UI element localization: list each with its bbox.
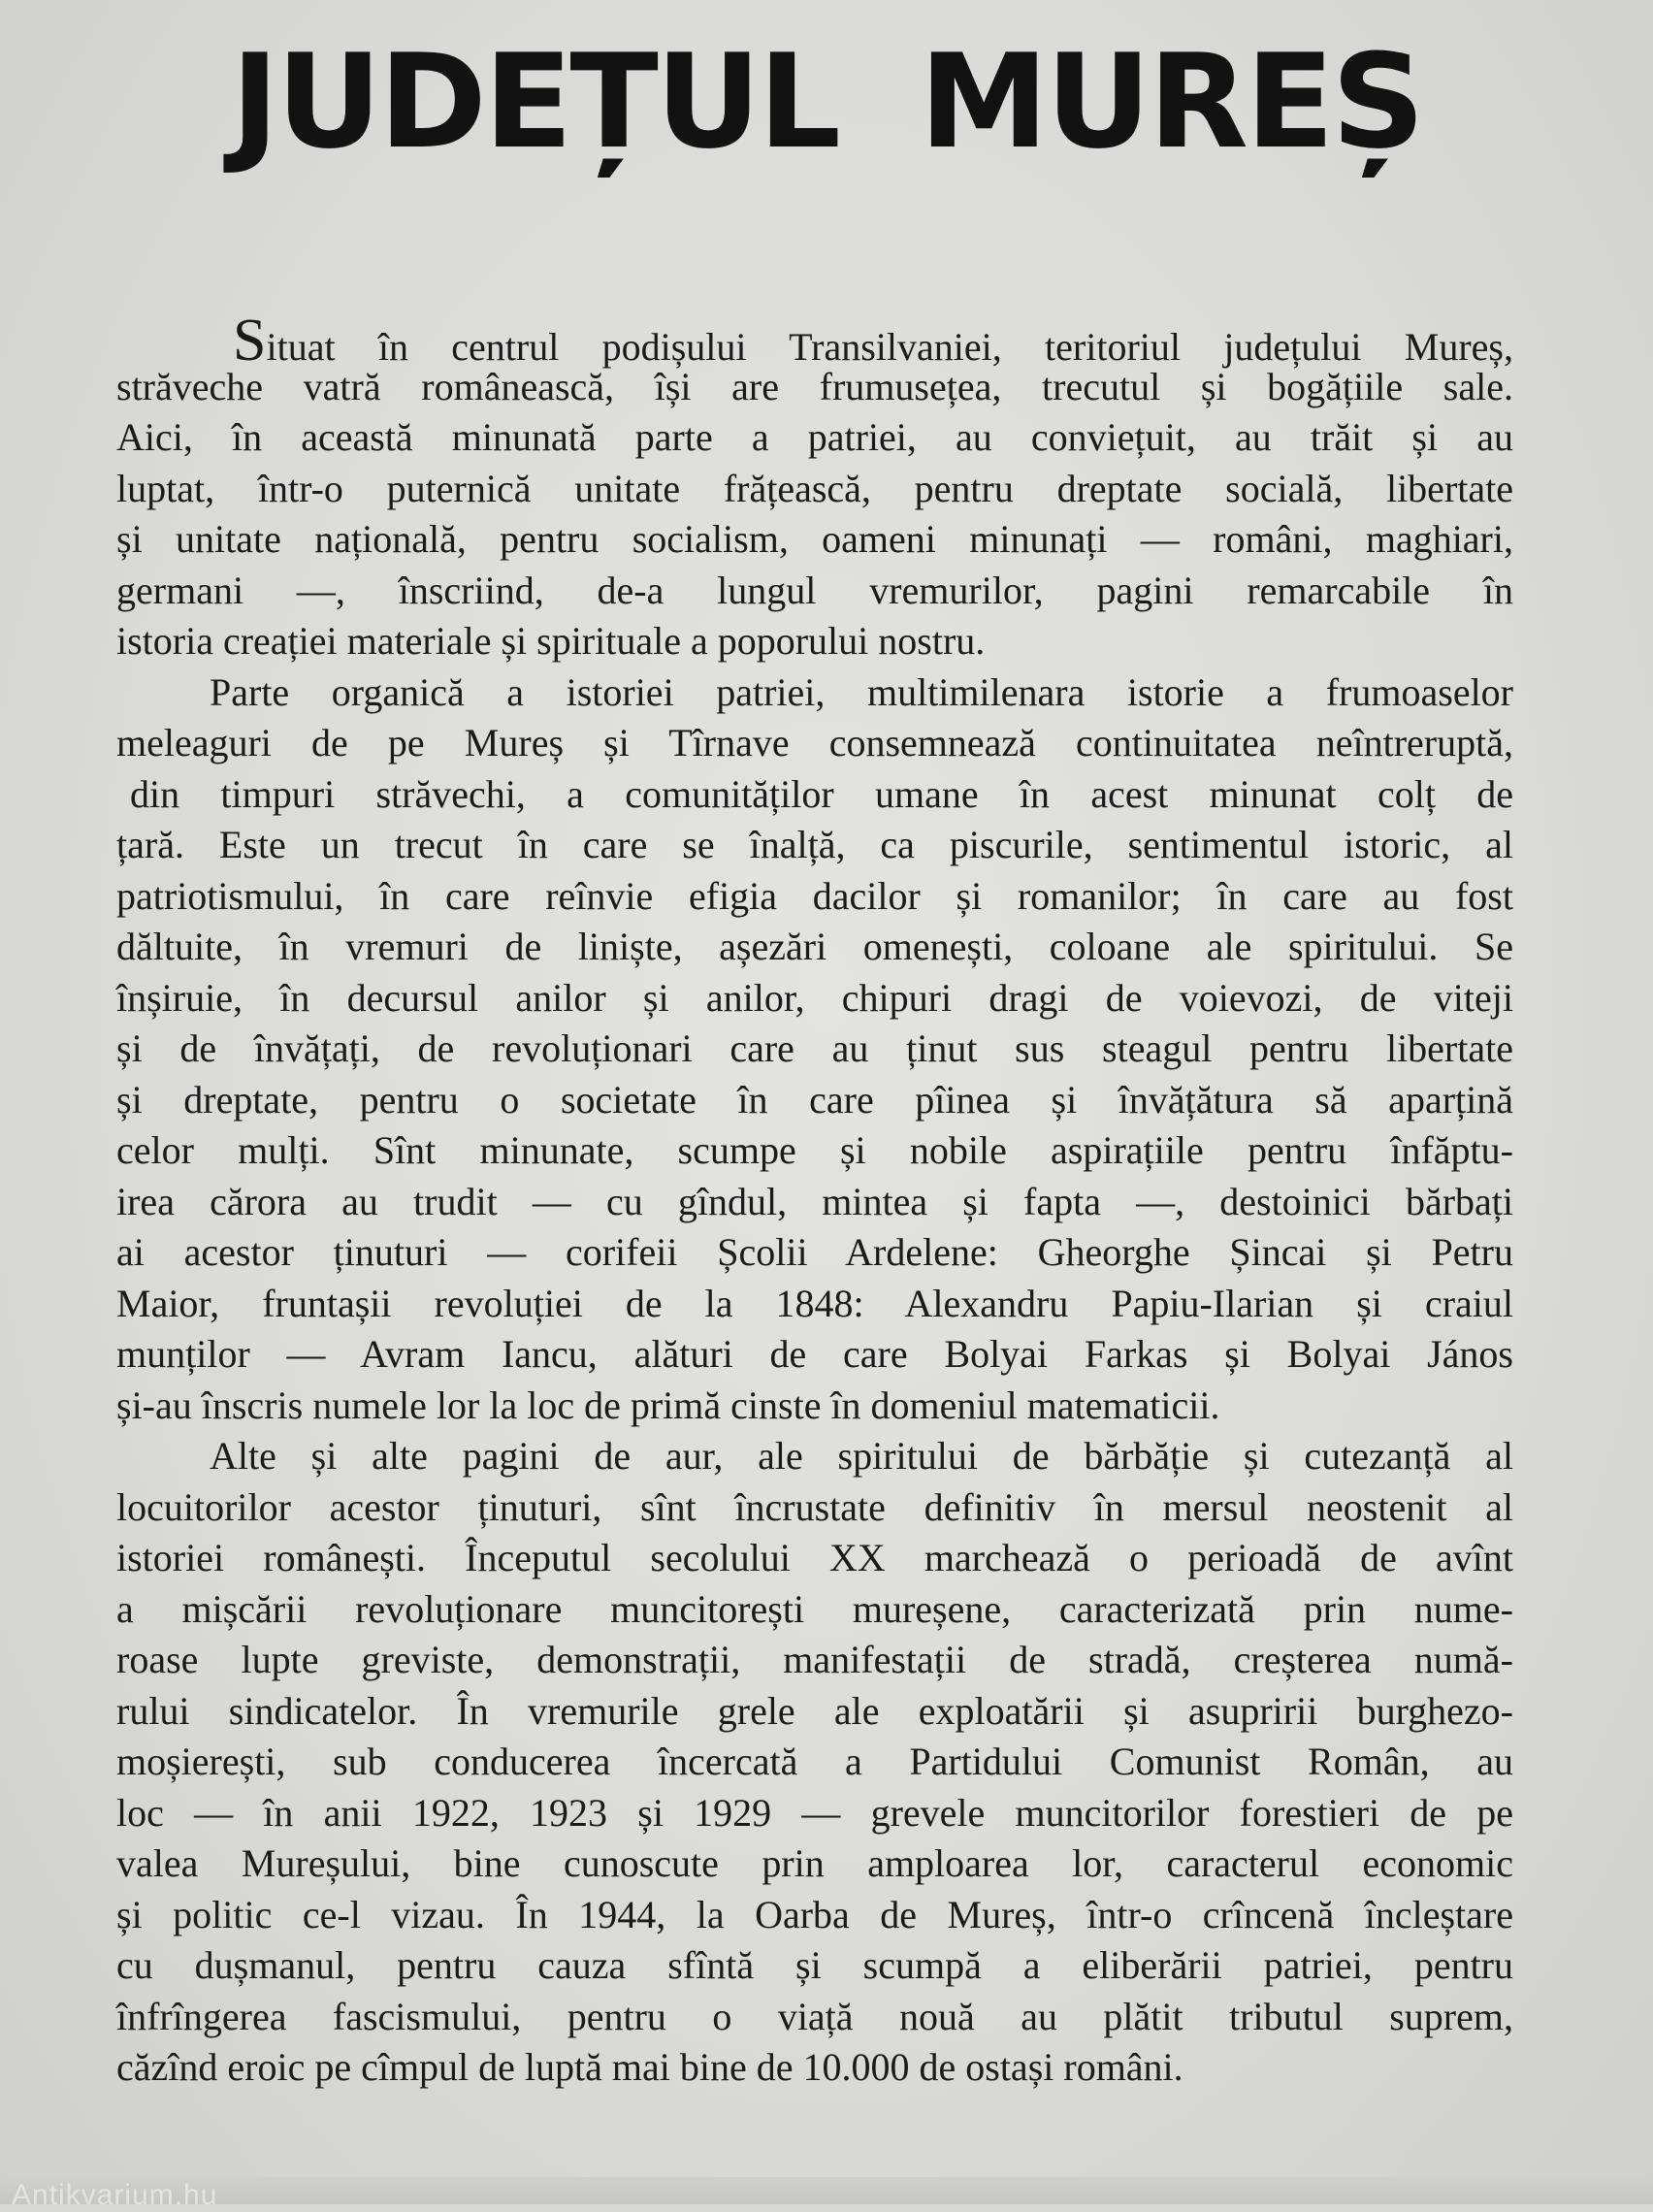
text-line: a mișcării revoluționare muncitorești mureșene, caracterizată prin nume- <box>116 1586 1513 1631</box>
text-line: istoria creației materiale și spirituale a poporului nostru. <box>116 619 986 663</box>
drop-cap: S <box>233 308 267 374</box>
text-line: Situat în centrul podișului Transilvaniei, teritoriul județului Mureș, <box>233 308 1513 374</box>
text-line: și politic ce-l vizau. În 1944, la Oarba de Mureș, într-o crîncenă încleștare <box>116 1892 1513 1936</box>
page-bottom-edge <box>0 2177 1653 2204</box>
watermark: Antikvarium.hu <box>12 2179 218 2211</box>
text-line: locuitorilor acestor ținuturi, sînt încrustate definitiv în mersul neostenit al <box>116 1484 1513 1529</box>
text-line: înfrîngerea fascismului, pentru o viață nouă au plătit tributul suprem, <box>116 1994 1513 2038</box>
text-line: rului sindicatelor. În vremurile grele ale exploatării și asupririi burghezo- <box>116 1688 1513 1733</box>
text-line: istoriei românești. Începutul secolului XX marchează o perioadă de avînt <box>116 1536 1513 1579</box>
paragraph-3 <box>116 1431 1513 2094</box>
text-line: străveche vatră românească, își are frumusețea, trecutul și bogățiile sale. <box>116 364 1513 408</box>
text-line: munților — Avram Iancu, alături de care Bolyai Farkas și Bolyai János <box>116 1332 1513 1376</box>
text-line: și unitate națională, pentru socialism, oameni minunați — români, maghiari, <box>116 517 1513 561</box>
text-line: moșierești, sub conducerea încercată a Partidului Comunist Român, au <box>116 1740 1513 1783</box>
text-line: Aici, în această minunată parte a patriei, au conviețuit, au trăit și au <box>116 415 1513 459</box>
text-line: căzînd eroic pe cîmpul de luptă mai bine de 10.000 de ostași români. <box>116 2045 1183 2089</box>
text-line: și de învățați, de revoluționari care au ținut sus steagul pentru libertate <box>116 1026 1513 1070</box>
text-line: Alte și alte pagini de aur, ale spiritului de bărbăție și cutezanță al <box>210 1434 1513 1478</box>
body-text <box>116 310 1513 2094</box>
text-line: țară. Este un trecut în care se înalță, ca piscurile, sentimentul istoric, al <box>116 823 1513 866</box>
text-line: ai acestor ținuturi — corifeii Școlii Ardelene: Gheorghe Șincai și Petru <box>116 1230 1513 1274</box>
text-line: din timpuri străvechi, a comunităților umane în acest minunat colț de <box>130 771 1513 816</box>
text-line: germani —, înscriind, de-a lungul vremurilor, pagini remarcabile în <box>116 568 1513 612</box>
text-line: cu dușmanul, pentru cauza sfîntă și scumpă a eliberării patriei, pentru <box>116 1943 1513 1987</box>
text-line: și-au înscris numele lor la loc de primă cinste în domeniul matematicii. <box>116 1382 1220 1427</box>
page-title: JUDEȚUL MUREȘ <box>230 26 1423 178</box>
text-line: valea Mureșului, bine cunoscute prin amploarea lor, caracterul economic <box>116 1841 1513 1885</box>
text-line: irea cărora au trudit — cu gîndul, mintea și fapta —, destoinici bărbați <box>116 1179 1513 1223</box>
paragraph-2 <box>116 667 1513 1432</box>
text-line: celor mulți. Sînt minunate, scumpe și nobile aspirațiile pentru înfăptu- <box>116 1128 1513 1172</box>
text-line: luptat, într-o puternică unitate frățească, pentru dreptate socială, libertate <box>116 466 1513 510</box>
text-line: și dreptate, pentru o societate în care pîinea și învățătura să aparțină <box>116 1077 1513 1122</box>
paragraph-1 <box>116 310 1513 667</box>
text-line: înșiruie, în decursul anilor și anilor, chipuri dragi de voievozi, de viteji <box>116 975 1513 1020</box>
text-line: dăltuite, în vremuri de liniște, așezări omenești, coloane ale spiritului. Se <box>116 925 1513 968</box>
text-line: loc — în anii 1922, 1923 și 1929 — grevele muncitorilor forestieri de pe <box>116 1790 1513 1835</box>
text-line: Parte organică a istoriei patriei, multimilenara istorie a frumoaselor <box>210 669 1513 714</box>
text-line: meleaguri de pe Mureș și Tîrnave consemnează continuitatea neîntreruptă, <box>116 721 1513 764</box>
text-line: Maior, fruntașii revoluției de la 1848: Alexandru Papiu-Ilarian și craiul <box>116 1281 1513 1325</box>
text-line: patriotismului, în care reînvie efigia dacilor și romanilor; în care au fost <box>116 873 1513 918</box>
text-line: roase lupte greviste, demonstrații, manifestații de stradă, creșterea numă- <box>116 1638 1513 1681</box>
